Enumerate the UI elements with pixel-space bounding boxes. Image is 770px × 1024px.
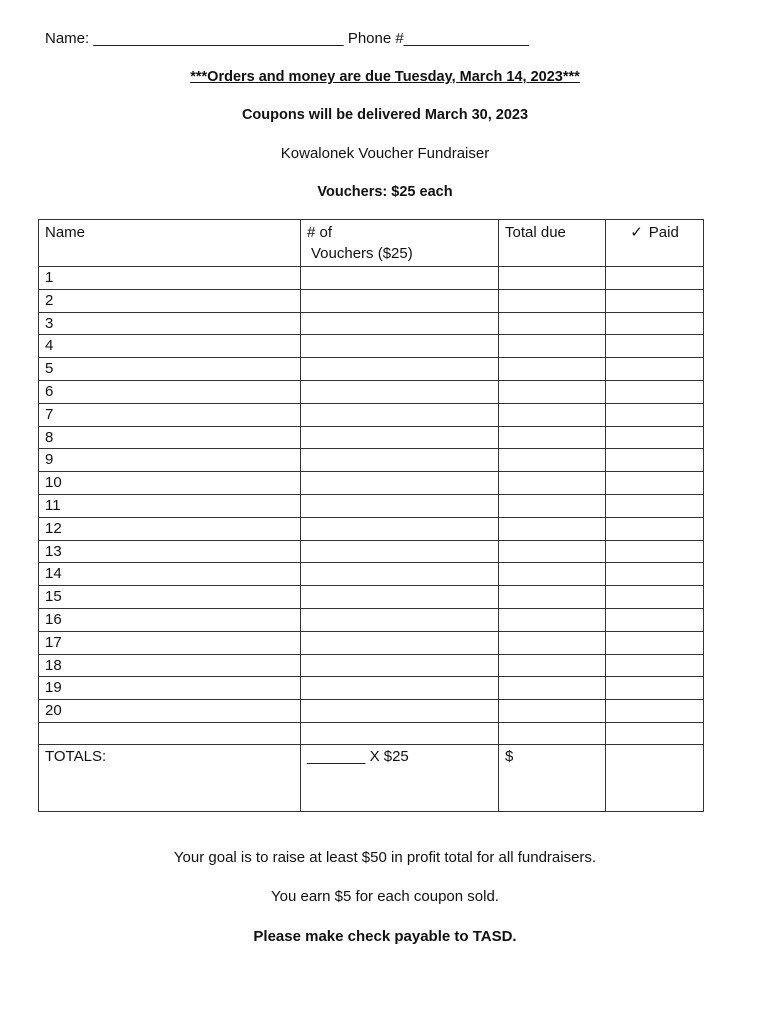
paid-cell[interactable] [606, 380, 704, 403]
vouchers-cell[interactable] [301, 449, 499, 472]
vouchers-cell[interactable] [301, 494, 499, 517]
vouchers-header-line2: Vouchers ($25) [311, 245, 413, 262]
total-due-cell[interactable] [499, 494, 606, 517]
table-row [39, 608, 704, 631]
total-due-cell[interactable] [499, 358, 606, 381]
table-row [39, 289, 704, 312]
column-header-name: Name [39, 220, 301, 267]
due-date-notice [0, 68, 770, 85]
table-header-row [39, 220, 704, 267]
vouchers-cell[interactable] [301, 426, 499, 449]
total-due-cell[interactable] [499, 631, 606, 654]
delivery-notice: Coupons will be delivered March 30, 2023 [241, 107, 529, 123]
paid-cell[interactable] [606, 654, 704, 677]
column-header-paid [606, 220, 704, 267]
row-number: 7 [39, 403, 301, 426]
paid-cell[interactable] [606, 267, 704, 290]
table-row [39, 563, 704, 586]
paid-cell[interactable] [606, 472, 704, 495]
row-number: 17 [39, 631, 301, 654]
payable-note: Please make check payable to TASD. [253, 928, 517, 945]
paid-cell[interactable] [606, 449, 704, 472]
paid-cell[interactable] [606, 403, 704, 426]
total-due-cell[interactable] [499, 380, 606, 403]
totals-row [39, 744, 704, 811]
table-row [39, 312, 704, 335]
row-number: 16 [39, 608, 301, 631]
vouchers-cell[interactable] [301, 700, 499, 723]
fundraising-goal: Your goal is to raise at least $50 in profit total for all fundraisers. [173, 849, 597, 866]
totals-paid-field[interactable] [606, 744, 704, 811]
blank-row [39, 722, 704, 744]
row-number: 4 [39, 335, 301, 358]
paid-cell[interactable] [606, 335, 704, 358]
total-due-cell[interactable] [499, 472, 606, 495]
row-number: 12 [39, 517, 301, 540]
vouchers-cell[interactable] [301, 358, 499, 381]
vouchers-cell[interactable] [301, 380, 499, 403]
paid-cell[interactable] [606, 517, 704, 540]
row-number: 11 [39, 494, 301, 517]
paid-cell[interactable] [606, 631, 704, 654]
totals-due-field[interactable]: $ [499, 744, 606, 811]
table-row [39, 631, 704, 654]
fundraiser-title: Kowalonek Voucher Fundraiser [280, 145, 490, 162]
table-row [39, 335, 704, 358]
table-row [39, 517, 704, 540]
paid-cell[interactable] [606, 494, 704, 517]
vouchers-header-line1: # of [307, 224, 333, 241]
vouchers-cell[interactable] [301, 586, 499, 609]
table-row [39, 494, 704, 517]
paid-cell[interactable] [606, 586, 704, 609]
row-number: 15 [39, 586, 301, 609]
table-row [39, 540, 704, 563]
table-row [39, 267, 704, 290]
total-due-cell[interactable] [499, 267, 606, 290]
row-number: 1 [39, 267, 301, 290]
total-due-cell[interactable] [499, 289, 606, 312]
total-due-cell[interactable] [499, 677, 606, 700]
checkmark-icon: ✓ [630, 224, 643, 241]
vouchers-cell[interactable] [301, 403, 499, 426]
voucher-price: Vouchers: $25 each [317, 184, 453, 200]
table-row [39, 358, 704, 381]
paid-cell[interactable] [606, 312, 704, 335]
totals-vouchers-field[interactable]: _______ X $25 [301, 744, 499, 811]
due-date-text: ***Orders and money are due Tuesday, March 14, 2023*** [190, 69, 580, 85]
total-due-cell[interactable] [499, 449, 606, 472]
table-row [39, 449, 704, 472]
table-row [39, 700, 704, 723]
total-due-cell[interactable] [499, 426, 606, 449]
blank-cell[interactable] [606, 722, 704, 744]
paid-cell[interactable] [606, 540, 704, 563]
vouchers-cell[interactable] [301, 654, 499, 677]
total-due-cell[interactable] [499, 608, 606, 631]
vouchers-cell[interactable] [301, 312, 499, 335]
vouchers-cell[interactable] [301, 472, 499, 495]
row-number: 2 [39, 289, 301, 312]
paid-cell[interactable] [606, 608, 704, 631]
phone-label: Phone # [347, 30, 404, 47]
paid-cell[interactable] [606, 426, 704, 449]
total-due-cell[interactable] [499, 700, 606, 723]
name-label: Name: [45, 30, 90, 47]
row-number: 14 [39, 563, 301, 586]
vouchers-cell[interactable] [301, 540, 499, 563]
table-row [39, 654, 704, 677]
paid-cell[interactable] [606, 677, 704, 700]
row-number: 10 [39, 472, 301, 495]
name-field[interactable]: ______________________________ [93, 30, 344, 47]
vouchers-cell[interactable] [301, 677, 499, 700]
blank-cell[interactable] [39, 722, 301, 744]
paid-cell[interactable] [606, 358, 704, 381]
total-due-cell[interactable] [499, 335, 606, 358]
table-row [39, 472, 704, 495]
table-row [39, 586, 704, 609]
total-due-cell[interactable] [499, 586, 606, 609]
total-due-cell[interactable] [499, 540, 606, 563]
column-header-total-due: Total due [499, 220, 606, 267]
table-row [39, 403, 704, 426]
earnings-note: You earn $5 for each coupon sold. [271, 888, 499, 905]
paid-cell[interactable] [606, 700, 704, 723]
orders-table [38, 219, 704, 812]
blank-cell[interactable] [499, 722, 606, 744]
row-number: 13 [39, 540, 301, 563]
row-number: 8 [39, 426, 301, 449]
vouchers-cell[interactable] [301, 517, 499, 540]
row-number: 18 [39, 654, 301, 677]
vouchers-cell[interactable] [301, 267, 499, 290]
paid-label: Paid [648, 224, 679, 241]
total-due-cell[interactable] [499, 563, 606, 586]
row-number: 19 [39, 677, 301, 700]
table-row [39, 380, 704, 403]
column-header-vouchers [301, 220, 499, 267]
total-due-cell[interactable] [499, 654, 606, 677]
vouchers-cell[interactable] [301, 608, 499, 631]
row-number: 9 [39, 449, 301, 472]
blank-cell[interactable] [301, 722, 499, 744]
vouchers-cell[interactable] [301, 289, 499, 312]
total-due-cell[interactable] [499, 312, 606, 335]
seller-info-line [45, 30, 529, 47]
row-number: 3 [39, 312, 301, 335]
total-due-cell[interactable] [499, 403, 606, 426]
vouchers-cell[interactable] [301, 563, 499, 586]
row-number: 6 [39, 380, 301, 403]
table-row [39, 426, 704, 449]
row-number: 20 [39, 700, 301, 723]
row-number: 5 [39, 358, 301, 381]
total-due-cell[interactable] [499, 517, 606, 540]
table-row [39, 677, 704, 700]
vouchers-cell[interactable] [301, 335, 499, 358]
phone-field[interactable]: _______________ [403, 30, 529, 47]
paid-cell[interactable] [606, 289, 704, 312]
totals-label: TOTALS: [39, 744, 301, 811]
vouchers-cell[interactable] [301, 631, 499, 654]
paid-cell[interactable] [606, 563, 704, 586]
